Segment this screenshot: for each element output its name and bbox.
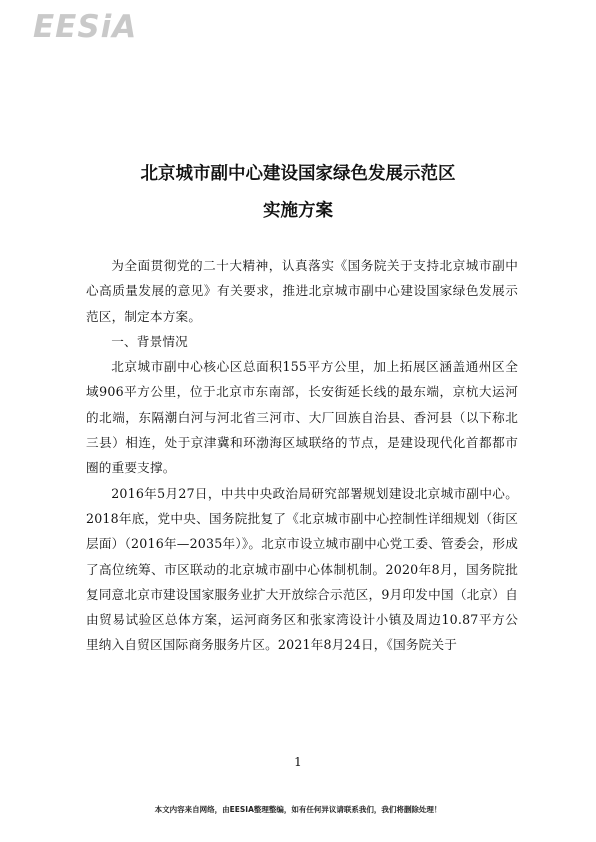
footer-notice: 本文内容来自网络，由EESIA整理整编，如有任何异议请联系我们，我们将删除处理！ xyxy=(154,805,442,814)
section-heading-background: 一、背景情况 xyxy=(111,333,188,349)
document-title-line2: 实施方案 xyxy=(263,201,333,221)
eesia-logo: EESiA xyxy=(33,9,138,45)
paragraph-location: 北京城市副中心核心区总面积155平方公里，加上拓展区涵盖通州区全域906平方公里，位于北京市东南部，长安街延长线的最东端，京杭大运河的北端，东隔潮白河与河北省三河市、大厂回族自治县、香河县（以下称北三县）相连，处于京津冀和环渤海区域联络的节点，是建设现代化首都都市圈的重要支撑。 xyxy=(86,359,518,476)
paragraph-intro: 为全面贯彻党的二十大精神，认真落实《国务院关于支持北京城市副中心高质量发展的意见》有关要求，推进北京城市副中心建设国家绿色发展示范区，制定本方案。 xyxy=(86,258,518,324)
document-body xyxy=(86,253,518,658)
paragraph-history: 2016年5月27日，中共中央政治局研究部署规划建设北京城市副中心。2018年底，党中央、国务院批复了《北京城市副中心控制性详细规划（街区层面）（2016年—2035年）》。北京市设立城市副中心党工委、管委会，形成了高位统筹、市区联动的北京城市副中心体制机制。2020年8月，国务院批复同意北京市建设国家服务业扩大开放综合示范区，9月印发中国（北京）自由贸易试验区总体方案，运河商务区和张家湾设计小镇及周边10.87平方公里纳入自贸区国际商务服务片区。2021年8月24日，《国务院关于 xyxy=(86,485,518,653)
page-number: 1 xyxy=(294,755,302,769)
document-title-line1: 北京城市副中心建设国家绿色发展示范区 xyxy=(140,164,456,184)
